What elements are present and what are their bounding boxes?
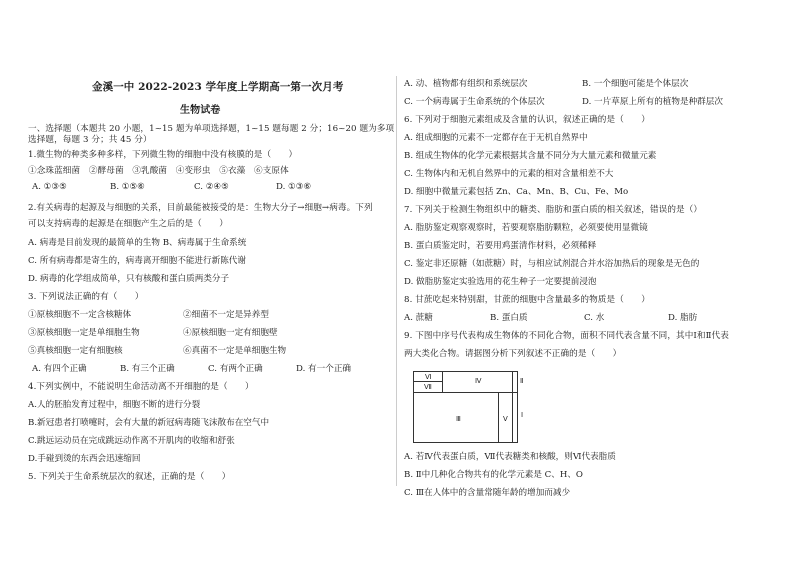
q6-stem: 6. 下列对于细胞元素组成及含量的认识，叙述正确的是（ ） bbox=[404, 115, 650, 125]
q5-option-d: D. 一片草原上所有的植物是种群层次 bbox=[582, 97, 723, 107]
label-ii: Ⅱ bbox=[520, 377, 524, 385]
column-divider bbox=[396, 76, 397, 486]
q3-item-5: ⑤真核细胞一定有细胞核 bbox=[28, 346, 123, 356]
q2-option-c: C. 所有病毒都是寄生的，病毒离开细胞不能进行新陈代谢 bbox=[28, 256, 246, 266]
q9-option-a: A. 若Ⅳ代表蛋白质，Ⅶ代表糖类和核酸，则Ⅵ代表脂质 bbox=[404, 452, 616, 462]
q1-option-d: D. ①③⑥ bbox=[276, 182, 312, 192]
q1-stem: 1.微生物的种类多种多样，下列微生物的细胞中没有核膜的是（ ） bbox=[28, 150, 298, 160]
label-iii: Ⅲ bbox=[456, 415, 461, 423]
label-v: Ⅴ bbox=[503, 415, 508, 423]
q4-option-d: D.手碰到烫的东西会迅速缩回 bbox=[28, 454, 141, 464]
q5-option-b: B. 一个细胞可能是个体层次 bbox=[582, 79, 689, 89]
q6-option-c: C. 生物体内和无机自然界中的元素的相对含量相差不大 bbox=[404, 169, 614, 179]
diagram-cell-v bbox=[498, 392, 513, 443]
compound-area-diagram bbox=[413, 371, 523, 443]
section-heading: 一、选择题（本题共 20 小题，1~15 题为单项选择题，1~15 题每题 2 分；16~20 题为多项 bbox=[28, 124, 395, 134]
q4-option-c: C.跳远运动员在完成跳远动作离不开肌肉的收缩和舒张 bbox=[28, 436, 235, 446]
q2-stem: 2.有关病毒的起源及与细胞的关系，目前最能被接受的是：生物大分子→细胞→病毒。下列 bbox=[28, 203, 373, 213]
label-i: Ⅰ bbox=[521, 411, 524, 419]
q5-stem: 5. 下列关于生命系统层次的叙述，正确的是（ ） bbox=[28, 472, 231, 482]
q3-item-6: ⑥真菌不一定是单细胞生物 bbox=[183, 346, 287, 356]
diagram-cell-iii bbox=[413, 392, 499, 443]
q8-option-d: D. 脂肪 bbox=[668, 313, 698, 323]
q9-stem-cont: 两大类化合物。请据图分析下列叙述不正确的是（ ） bbox=[404, 349, 622, 359]
q7-option-d: D. 做脂肪鉴定实验选用的花生种子一定要提前浸泡 bbox=[404, 277, 597, 287]
q3-option-b: B. 有三个正确 bbox=[120, 364, 175, 374]
q3-item-1: ①原核细胞不一定含核糖体 bbox=[28, 310, 132, 320]
q1-option-a: A. ①③⑤ bbox=[32, 182, 67, 192]
q5-option-a: A. 动、植物都有组织和系统层次 bbox=[404, 79, 528, 89]
label-iv: Ⅳ bbox=[475, 377, 482, 385]
q7-option-b: B. 蛋白质鉴定时，若要用鸡蛋清作材料，必须稀释 bbox=[404, 241, 597, 251]
q3-stem: 3. 下列说法正确的有（ ） bbox=[28, 292, 144, 302]
q7-option-c: C. 鉴定非还原糖（如蔗糖）时，与相应试剂混合并水浴加热后的现象是无色的 bbox=[404, 259, 700, 269]
label-vi: Ⅵ bbox=[425, 373, 432, 381]
q3-option-d: D. 有一个正确 bbox=[296, 364, 352, 374]
q1-option-c: C. ②④⑤ bbox=[194, 182, 229, 192]
q7-stem: 7. 下列关于检测生物组织中的糖类、脂肪和蛋白质的相关叙述，错误的是（） bbox=[404, 205, 703, 215]
q2-option-d: D. 病毒的化学组成简单，只有核酸和蛋白质两类分子 bbox=[28, 274, 230, 284]
exam-subtitle: 生物试卷 bbox=[180, 105, 221, 116]
diagram-cell-iv bbox=[442, 371, 513, 393]
brace-ii bbox=[517, 371, 518, 393]
label-vii: Ⅶ bbox=[424, 383, 432, 391]
q6-option-d: D. 细胞中微量元素包括 Zn、Ca、Mn、B、Cu、Fe、Mo bbox=[404, 187, 629, 197]
q8-option-a: A. 蔗糖 bbox=[404, 313, 433, 323]
q7-option-a: A. 脂肪鉴定观察观察时，若要观察脂肪颗粒，必须要使用显微镜 bbox=[404, 223, 648, 233]
q9-option-c: C. Ⅲ在人体中的含量常随年龄的增加而减少 bbox=[404, 488, 571, 498]
q9-stem: 9. 下图中序号代表构成生物体的不同化合物，面积不同代表含量不同，其中Ⅰ和Ⅱ代表 bbox=[404, 331, 729, 341]
q4-option-b: B.新冠患者打喷嚏时，会有大量的新冠病毒随飞沫散布在空气中 bbox=[28, 418, 270, 428]
q1-items: ①念珠蓝细菌 ②酵母菌 ③乳酸菌 ④变形虫 ⑤衣藻 ⑥支原体 bbox=[28, 166, 289, 176]
brace-i-bottom bbox=[513, 442, 517, 443]
exam-title: 金溪一中 2022-2023 学年度上学期高一第一次月考 bbox=[92, 81, 344, 93]
q3-item-4: ④原核细胞一定有细胞壁 bbox=[183, 328, 278, 338]
q8-stem: 8. 甘蔗吃起来特别甜，甘蔗的细胞中含量最多的物质是（ ） bbox=[404, 295, 650, 305]
brace-ii-top bbox=[513, 371, 517, 372]
q3-option-a: A. 有四个正确 bbox=[32, 364, 87, 374]
brace-i bbox=[517, 393, 518, 443]
q2-stem-cont: 可以支持病毒的起源是在细胞产生之后的是（ ） bbox=[28, 219, 228, 229]
q2-option-ab: A. 病毒是目前发现的最简单的生物 B、病毒属于生命系统 bbox=[28, 238, 247, 248]
q9-option-b: B. Ⅱ中几种化合物共有的化学元素是 C、H、O bbox=[404, 470, 583, 480]
q3-item-3: ③原核细胞一定是单细胞生物 bbox=[28, 328, 140, 338]
q4-stem: 4.下列实例中，不能说明生命活动离不开细胞的是（ ） bbox=[28, 382, 254, 392]
q3-option-c: C. 有两个正确 bbox=[208, 364, 263, 374]
section-heading-cont: 选择题，每题 3 分；共 45 分） bbox=[28, 135, 152, 145]
q1-option-b: B. ①⑤⑥ bbox=[110, 182, 145, 192]
q4-option-a: A.人的胚胎发育过程中，细胞不断的进行分裂 bbox=[28, 400, 201, 410]
q6-option-b: B. 组成生物体的化学元素根据其含量不同分为大量元素和微量元素 bbox=[404, 151, 657, 161]
q5-option-c: C. 一个病毒属于生命系统的个体层次 bbox=[404, 97, 545, 107]
q6-option-a: A. 组成细胞的元素不一定都存在于无机自然界中 bbox=[404, 133, 588, 143]
q8-option-c: C. 水 bbox=[584, 313, 605, 323]
q8-option-b: B. 蛋白质 bbox=[490, 313, 528, 323]
q3-item-2: ②细菌不一定是异养型 bbox=[183, 310, 269, 320]
